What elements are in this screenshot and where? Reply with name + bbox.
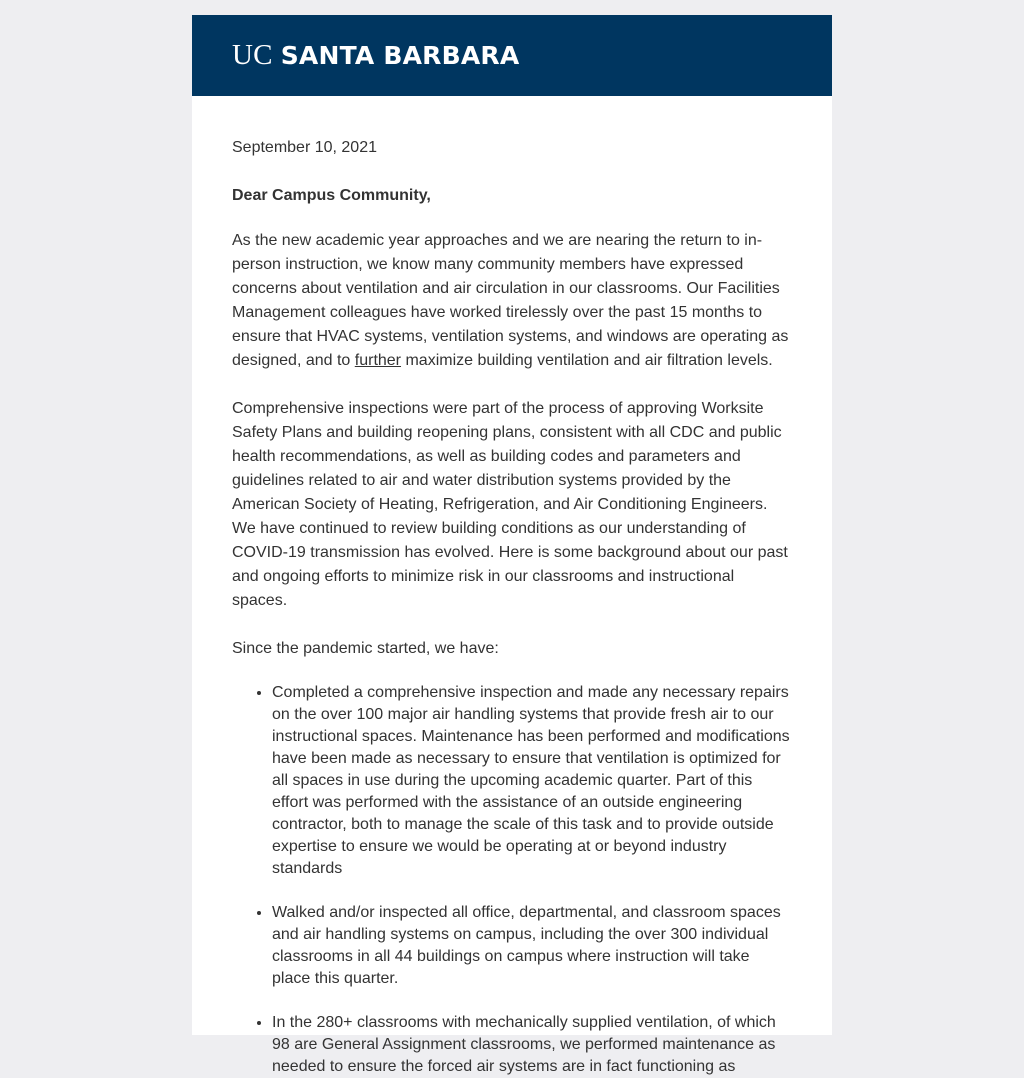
greeting: Dear Campus Community, <box>232 187 431 204</box>
list-item: • Completed a comprehensive inspection and made any necessary repairs on the over 100 major air handling systems that provide fresh air to our instructional spaces. Maintenance has been performed and modifications have been made as necessary to ensure that ventilation is optimized for all spaces in use during the upcoming academic quarter. Part of this effort was performed with the assistance of an outside engineering contractor, both to manage the scale of this task and to provide outside expertise to ensure we would be operating at or beyond industry standards <box>272 682 792 880</box>
list-item: • In the 280+ classrooms with mechanically supplied ventilation, of which 98 are General Assignment classrooms, we performed maintenance as needed to ensure the forced air systems are in fact functioning as <box>272 1012 792 1078</box>
letter-body <box>192 96 832 1078</box>
p1-text: As the new academic year approaches and we are nearing the return to in-person instruction, we know many community members have expressed concerns about ventilation and air circulation in our classrooms. Our Facilities Management colleagues have worked tirelessly over the past 15 months to ensure that HVAC systems, ventilation systems, and windows are operating as designed, and to <box>232 232 789 369</box>
actions-list <box>232 682 792 1078</box>
list-item: • Walked and/or inspected all office, departmental, and classroom spaces and air handling systems on campus, including the over 300 individual classrooms in all 44 buildings on campus where instruction will take place this quarter. <box>272 902 792 990</box>
logo-name: SANTA BARBARA <box>280 41 520 70</box>
paragraph-1 <box>232 229 792 373</box>
email-card <box>192 15 832 1075</box>
further-link[interactable]: further <box>354 352 402 369</box>
paragraph-2: Comprehensive inspections were part of the process of approving Worksite Safety Plans and building reopening plans, consistent with all CDC and public health recommendations, as well as building codes and parameters and guidelines related to air and water distribution systems provided by the American Society of Heating, Refrigeration, and Air Conditioning Engineers. We have continued to review building conditions as our understanding of COVID-19 transmission has evolved. Here is some background about our past and ongoing efforts to minimize risk in our classrooms and instructional spaces. <box>232 400 788 609</box>
ucsb-logo <box>232 39 519 72</box>
letter-date: September 10, 2021 <box>232 139 377 156</box>
header-banner <box>192 15 832 96</box>
logo-uc: UC <box>232 39 273 71</box>
p1-text-end: maximize building ventilation and air filtration levels. <box>401 352 773 369</box>
paragraph-3: Since the pandemic started, we have: <box>232 640 499 657</box>
